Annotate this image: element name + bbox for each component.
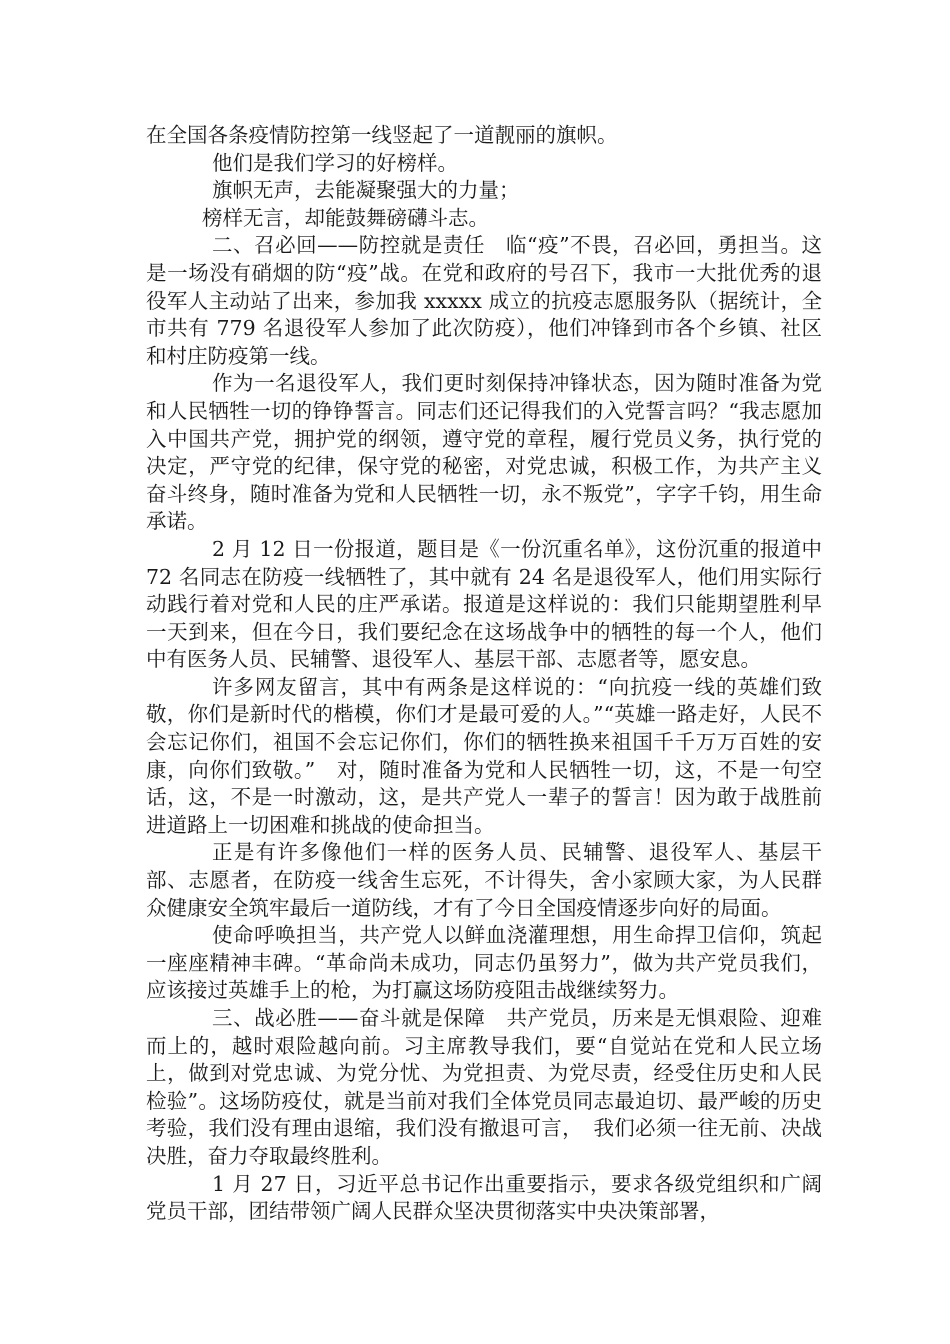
paragraph-report: 2 月 12 日一份报道，题目是《一份沉重名单》，这份沉重的报道中 72 名同志在防疫一线牺牲了，其中就有 24 名是退役军人，他们用实际行动践行着对党和人民的庄严承诺。报道是这样说的：我们只能期望胜利早一天到来，但在今日，我们要纪念在这场战争中的牺牲的每一个人，他们中有医务人员、民辅警、退役军人、基层干部、志愿者等，愿安息。 [146,536,822,672]
paragraph-section-two: 二、召必回——防控就是责任 临“疫”不畏，召必回，勇担当。这是一场没有硝烟的防“疫”战。在党和政府的号召下，我市一大批优秀的退役军人主动站了出来，参加我 xxxxx 成立的抗疫志愿服务队（据统计，全市共有 779 名退役军人参加了此次防疫），他们冲锋到市各个乡镇、社区和村庄防疫第一线。 [146,233,822,368]
document-body [146,122,822,1226]
paragraph-jan-27: 1 月 27 日，习近平总书记作出重要指示，要求各级党组织和广阔党员干部，团结带领广阔人民群众坚决贯彻落实中央决策部署， [146,1171,822,1224]
paragraph-section-three: 三、战必胜——奋斗就是保障 共产党员，历来是无惧艰险、迎难而上的，越时艰险越向前。习主席教导我们，要“自觉站在党和人民立场上，做到对党忠诚、为党分忧、为党担责、为党尽责，经受住历史和人民检验”。这场防疫仗，就是当前对我们全体党员同志最迫切、最严峻的历史考验，我们没有理由退缩，我们没有撤退可言， 我们必须一往无前、决战决胜，奋力夺取最终胜利。 [146,1006,822,1168]
paragraph-banner-line: 在全国各条疫情防控第一线竖起了一道靓丽的旗帜。 [146,123,618,147]
paragraph-model-silent: 榜样无言，却能鼓舞磅礴斗志。 [202,205,489,230]
paragraph-frontline-workers: 正是有许多像他们一样的医务人员、民辅警、退役军人、基层干部、志愿者，在防疫一线舍生忘死，不计得失，舍小家顾大家，为人民群众健康安全筑牢最后一道防线，才有了今日全国疫情逐步向好的局面。 [146,840,822,920]
paragraph-netizen-comments: 许多网友留言，其中有两条是这样说的：“向抗疫一线的英雄们致敬，你们是新时代的楷模，你们才是最可爱的人。”“英雄一路走好，人民不会忘记你们，祖国不会忘记你们，你们的牺牲换来祖国千千万万百姓的安康，向你们致敬。” 对，随时准备为党和人民牺牲一切，这，不是一句空话，这，不是一时激动，这，是共产党人一辈子的誓言！因为敢于战胜前进道路上一切困难和挑战的使命担当。 [146,674,822,837]
paragraph-mission: 使命呼唤担当，共产党人以鲜血浇灌理想，用生命捍卫信仰，筑起一座座精神丰碑。“革命尚未成功，同志仍虽努力”，做为共产党员我们，应该接过英雄手上的枪，为打赢这场防疫阻击战继续努力。 [146,923,822,1003]
paragraph-banner-silent: 旗帜无声，去能凝聚强大的力量； [212,178,520,203]
paragraph-veteran-oath: 作为一名退役军人，我们更时刻保持冲锋状态，因为随时准备为党和人民牺牲一切的铮铮誓言。同志们还记得我们的入党誓言吗？“我志愿加入中国共产党，拥护党的纲领，遵守党的章程，履行党员义务，执行党的决定，严守党的纪律，保守党的秘密，对党忠诚，积极工作，为共产主义奋斗终身，随时准备为党和人民牺牲一切，永不叛党”，字字千钧，用生命承诺。 [146,371,822,534]
paragraph-role-model: 他们是我们学习的好榜样。 [212,150,458,175]
